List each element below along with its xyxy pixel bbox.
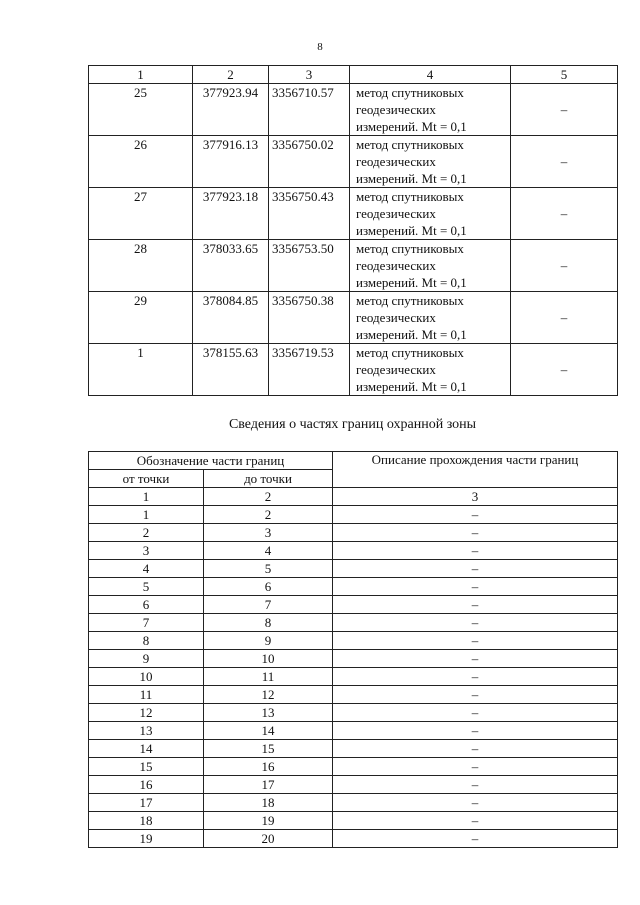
table-row — [89, 794, 618, 812]
note-cell: – — [511, 136, 618, 188]
note-cell: – — [511, 240, 618, 292]
part-description: – — [333, 794, 618, 812]
y-coordinate: 3356750.43 — [269, 188, 350, 240]
x-coordinate: 377923.94 — [193, 84, 269, 136]
method-line: геодезических — [356, 102, 436, 117]
table-row — [89, 560, 618, 578]
method-description — [350, 136, 511, 188]
method-line: геодезических — [356, 310, 436, 325]
x-coordinate: 377916.13 — [193, 136, 269, 188]
from-point: 12 — [89, 704, 204, 722]
method-line: геодезических — [356, 258, 436, 273]
method-line: измерений. Mt = 0,1 — [356, 223, 467, 238]
method-line: измерений. Mt = 0,1 — [356, 275, 467, 290]
from-point: 19 — [89, 830, 204, 848]
note-cell: – — [511, 292, 618, 344]
point-number: 27 — [89, 188, 193, 240]
to-point: 7 — [204, 596, 333, 614]
point-number: 26 — [89, 136, 193, 188]
to-point: 10 — [204, 650, 333, 668]
from-point: 10 — [89, 668, 204, 686]
page-number: 8 — [317, 41, 323, 53]
from-point: 7 — [89, 614, 204, 632]
from-point: 18 — [89, 812, 204, 830]
to-point: 4 — [204, 542, 333, 560]
group-header: Обозначение части границ — [89, 452, 333, 470]
table-row — [89, 830, 618, 848]
note-cell: – — [511, 84, 618, 136]
to-point: 17 — [204, 776, 333, 794]
note-cell: – — [511, 188, 618, 240]
part-description: – — [333, 560, 618, 578]
to-point: 2 — [204, 506, 333, 524]
table-row — [89, 84, 618, 136]
table-row — [89, 240, 618, 292]
table-row — [89, 344, 618, 396]
y-coordinate: 3356710.57 — [269, 84, 350, 136]
method-description — [350, 292, 511, 344]
column-header: 2 — [193, 66, 269, 84]
from-point: 2 — [89, 524, 204, 542]
table-row — [89, 650, 618, 668]
table-row — [89, 596, 618, 614]
part-description: – — [333, 830, 618, 848]
to-point: 12 — [204, 686, 333, 704]
coordinates-table — [88, 65, 618, 396]
column-header: 4 — [350, 66, 511, 84]
y-coordinate: 3356750.02 — [269, 136, 350, 188]
table-row — [89, 292, 618, 344]
table-row — [89, 542, 618, 560]
from-point: 3 — [89, 542, 204, 560]
note-cell: – — [511, 344, 618, 396]
boundary-parts-table — [88, 451, 618, 848]
method-line: метод спутниковых — [356, 137, 464, 152]
point-number: 1 — [89, 344, 193, 396]
part-description: – — [333, 614, 618, 632]
from-point: 14 — [89, 740, 204, 758]
method-line: измерений. Mt = 0,1 — [356, 379, 467, 394]
method-line: геодезических — [356, 154, 436, 169]
from-point: 15 — [89, 758, 204, 776]
part-description: – — [333, 632, 618, 650]
to-point: 9 — [204, 632, 333, 650]
y-coordinate: 3356753.50 — [269, 240, 350, 292]
x-coordinate: 378033.65 — [193, 240, 269, 292]
section-title: Сведения о частях границ охранной зоны — [228, 417, 477, 432]
from-point: 11 — [89, 686, 204, 704]
table-row — [89, 722, 618, 740]
part-description: – — [333, 758, 618, 776]
method-line: геодезических — [356, 362, 436, 377]
column-header: 1 — [89, 66, 193, 84]
table-row — [89, 668, 618, 686]
from-point: 8 — [89, 632, 204, 650]
table-row — [89, 524, 618, 542]
description-header: Описание прохождения части границ — [333, 452, 618, 488]
point-number: 29 — [89, 292, 193, 344]
to-point: 16 — [204, 758, 333, 776]
table-row — [89, 776, 618, 794]
numbering-cell: 2 — [204, 488, 333, 506]
part-description: – — [333, 542, 618, 560]
from-point: 6 — [89, 596, 204, 614]
method-line: метод спутниковых — [356, 345, 464, 360]
part-description: – — [333, 776, 618, 794]
part-description: – — [333, 740, 618, 758]
method-description — [350, 188, 511, 240]
table-row — [89, 704, 618, 722]
part-description: – — [333, 578, 618, 596]
part-description: – — [333, 524, 618, 542]
to-point: 15 — [204, 740, 333, 758]
method-description — [350, 240, 511, 292]
part-description: – — [333, 506, 618, 524]
method-line: измерений. Mt = 0,1 — [356, 327, 467, 342]
numbering-cell: 3 — [333, 488, 618, 506]
from-point: 16 — [89, 776, 204, 794]
to-point: 11 — [204, 668, 333, 686]
table-row — [89, 686, 618, 704]
part-description: – — [333, 686, 618, 704]
from-point: 17 — [89, 794, 204, 812]
table-row — [89, 506, 618, 524]
table-row — [89, 614, 618, 632]
numbering-cell: 1 — [89, 488, 204, 506]
part-description: – — [333, 668, 618, 686]
part-description: – — [333, 722, 618, 740]
to-point: 18 — [204, 794, 333, 812]
from-point: 4 — [89, 560, 204, 578]
table-row — [89, 578, 618, 596]
method-line: измерений. Mt = 0,1 — [356, 119, 467, 134]
from-point: 13 — [89, 722, 204, 740]
to-point: 3 — [204, 524, 333, 542]
from-point: 5 — [89, 578, 204, 596]
part-description: – — [333, 596, 618, 614]
method-line: метод спутниковых — [356, 189, 464, 204]
from-point: 9 — [89, 650, 204, 668]
to-point: 14 — [204, 722, 333, 740]
part-description: – — [333, 650, 618, 668]
method-line: метод спутниковых — [356, 241, 464, 256]
to-point: 13 — [204, 704, 333, 722]
y-coordinate: 3356750.38 — [269, 292, 350, 344]
method-description — [350, 84, 511, 136]
point-number: 25 — [89, 84, 193, 136]
column-header: 5 — [511, 66, 618, 84]
x-coordinate: 378084.85 — [193, 292, 269, 344]
to-point-header: до точки — [204, 470, 333, 488]
to-point: 19 — [204, 812, 333, 830]
to-point: 5 — [204, 560, 333, 578]
point-number: 28 — [89, 240, 193, 292]
from-point: 1 — [89, 506, 204, 524]
method-line: геодезических — [356, 206, 436, 221]
method-description — [350, 344, 511, 396]
table-row — [89, 740, 618, 758]
to-point: 8 — [204, 614, 333, 632]
method-line: измерений. Mt = 0,1 — [356, 171, 467, 186]
table-row — [89, 758, 618, 776]
method-line: метод спутниковых — [356, 293, 464, 308]
y-coordinate: 3356719.53 — [269, 344, 350, 396]
x-coordinate: 377923.18 — [193, 188, 269, 240]
numbering-row — [89, 488, 618, 506]
method-line: метод спутниковых — [356, 85, 464, 100]
table-row — [89, 632, 618, 650]
part-description: – — [333, 704, 618, 722]
coordinates-table-header — [89, 66, 618, 84]
to-point: 20 — [204, 830, 333, 848]
part-description: – — [333, 812, 618, 830]
from-point-header: от точки — [89, 470, 204, 488]
table-row — [89, 136, 618, 188]
table-row — [89, 188, 618, 240]
column-header: 3 — [269, 66, 350, 84]
to-point: 6 — [204, 578, 333, 596]
x-coordinate: 378155.63 — [193, 344, 269, 396]
table-row — [89, 812, 618, 830]
